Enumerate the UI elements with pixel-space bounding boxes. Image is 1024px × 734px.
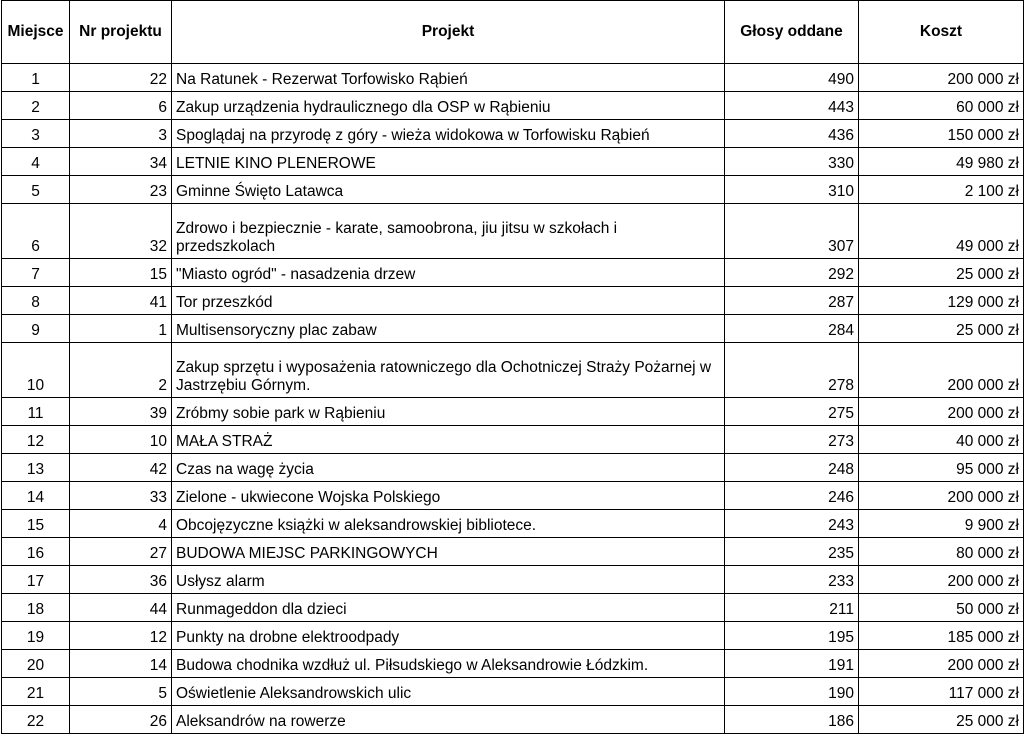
table-body — [2, 64, 1024, 734]
table-row — [2, 259, 1024, 287]
cell-project-name: Runmageddon dla dzieci — [172, 594, 725, 622]
cell-cost: 25 000 zł — [859, 259, 1024, 287]
cell-project-name: Usłysz alarm — [172, 566, 725, 594]
table-row — [2, 426, 1024, 454]
cell-project-name: Zakup sprzętu i wyposażenia ratowniczego dla Ochotniczej Straży Pożarnej w Jastrzębiu Górnym. — [172, 343, 725, 398]
cell-place: 8 — [2, 287, 70, 315]
cell-cost: 2 100 zł — [859, 176, 1024, 204]
cell-votes: 307 — [725, 204, 859, 259]
cell-votes: 443 — [725, 92, 859, 120]
cell-cost: 200 000 zł — [859, 482, 1024, 510]
cell-votes: 246 — [725, 482, 859, 510]
cell-project-number: 27 — [70, 538, 172, 566]
cell-place: 18 — [2, 594, 70, 622]
cell-votes: 235 — [725, 538, 859, 566]
cell-cost: 185 000 zł — [859, 622, 1024, 650]
cell-cost: 40 000 zł — [859, 426, 1024, 454]
cell-place: 12 — [2, 426, 70, 454]
cell-place: 22 — [2, 706, 70, 734]
cell-cost: 117 000 zł — [859, 678, 1024, 706]
cell-project-number: 36 — [70, 566, 172, 594]
cell-place: 11 — [2, 398, 70, 426]
cell-place: 19 — [2, 622, 70, 650]
cell-project-name: MAŁA STRAŻ — [172, 426, 725, 454]
cell-votes: 190 — [725, 678, 859, 706]
header-project-number: Nr projektu — [70, 1, 172, 64]
cell-project-number: 41 — [70, 287, 172, 315]
cell-votes: 273 — [725, 426, 859, 454]
cell-place: 17 — [2, 566, 70, 594]
cell-project-number: 3 — [70, 120, 172, 148]
cell-project-number: 39 — [70, 398, 172, 426]
cell-votes: 284 — [725, 315, 859, 343]
cell-place: 10 — [2, 343, 70, 398]
cell-cost: 129 000 zł — [859, 287, 1024, 315]
cell-project-name: Gminne Święto Latawca — [172, 176, 725, 204]
cell-place: 2 — [2, 92, 70, 120]
table-row — [2, 343, 1024, 398]
table-row — [2, 510, 1024, 538]
cell-votes: 233 — [725, 566, 859, 594]
cell-place: 7 — [2, 259, 70, 287]
cell-votes: 248 — [725, 454, 859, 482]
header-votes: Głosy oddane — [725, 1, 859, 64]
cell-cost: 200 000 zł — [859, 650, 1024, 678]
cell-votes: 186 — [725, 706, 859, 734]
table-row — [2, 120, 1024, 148]
cell-cost: 60 000 zł — [859, 92, 1024, 120]
header-place: Miejsce — [2, 1, 70, 64]
table-row — [2, 538, 1024, 566]
cell-project-number: 26 — [70, 706, 172, 734]
cell-project-name: Zróbmy sobie park w Rąbieniu — [172, 398, 725, 426]
table-header-row — [2, 1, 1024, 64]
table-row — [2, 287, 1024, 315]
cell-cost: 95 000 zł — [859, 454, 1024, 482]
table-row — [2, 315, 1024, 343]
cell-votes: 243 — [725, 510, 859, 538]
cell-project-number: 5 — [70, 678, 172, 706]
cell-project-name: Czas na wagę życia — [172, 454, 725, 482]
table-row — [2, 176, 1024, 204]
cell-cost: 200 000 zł — [859, 398, 1024, 426]
cell-project-name: Zielone - ukwiecone Wojska Polskiego — [172, 482, 725, 510]
cell-votes: 278 — [725, 343, 859, 398]
cell-project-number: 6 — [70, 92, 172, 120]
cell-place: 4 — [2, 148, 70, 176]
table-row — [2, 622, 1024, 650]
table-row — [2, 64, 1024, 92]
table-row — [2, 398, 1024, 426]
table-row — [2, 706, 1024, 734]
table-row — [2, 148, 1024, 176]
cell-project-name: Punkty na drobne elektroodpady — [172, 622, 725, 650]
cell-cost: 25 000 zł — [859, 315, 1024, 343]
cell-project-name: LETNIE KINO PLENEROWE — [172, 148, 725, 176]
header-cost: Koszt — [859, 1, 1024, 64]
table-row — [2, 454, 1024, 482]
cell-project-number: 34 — [70, 148, 172, 176]
cell-votes: 490 — [725, 64, 859, 92]
cell-cost: 9 900 zł — [859, 510, 1024, 538]
cell-place: 9 — [2, 315, 70, 343]
cell-project-number: 42 — [70, 454, 172, 482]
table-row — [2, 650, 1024, 678]
cell-project-number: 1 — [70, 315, 172, 343]
cell-project-name: Na Ratunek - Rezerwat Torfowisko Rąbień — [172, 64, 725, 92]
cell-project-name: Tor przeszkód — [172, 287, 725, 315]
cell-votes: 292 — [725, 259, 859, 287]
cell-project-number: 4 — [70, 510, 172, 538]
cell-project-number: 33 — [70, 482, 172, 510]
cell-project-name: Zakup urządzenia hydraulicznego dla OSP w Rąbieniu — [172, 92, 725, 120]
cell-votes: 330 — [725, 148, 859, 176]
cell-place: 6 — [2, 204, 70, 259]
cell-votes: 211 — [725, 594, 859, 622]
cell-project-number: 23 — [70, 176, 172, 204]
cell-place: 15 — [2, 510, 70, 538]
cell-cost: 200 000 zł — [859, 64, 1024, 92]
cell-project-name: Obcojęzyczne książki w aleksandrowskiej bibliotece. — [172, 510, 725, 538]
cell-project-number: 12 — [70, 622, 172, 650]
cell-cost: 200 000 zł — [859, 566, 1024, 594]
cell-place: 16 — [2, 538, 70, 566]
table-row — [2, 482, 1024, 510]
cell-cost: 49 980 zł — [859, 148, 1024, 176]
cell-cost: 50 000 zł — [859, 594, 1024, 622]
cell-project-number: 22 — [70, 64, 172, 92]
cell-cost: 49 000 zł — [859, 204, 1024, 259]
cell-place: 21 — [2, 678, 70, 706]
cell-place: 5 — [2, 176, 70, 204]
cell-project-number: 2 — [70, 343, 172, 398]
cell-place: 1 — [2, 64, 70, 92]
cell-votes: 310 — [725, 176, 859, 204]
cell-project-name: Multisensoryczny plac zabaw — [172, 315, 725, 343]
cell-place: 3 — [2, 120, 70, 148]
table-row — [2, 92, 1024, 120]
cell-project-name: Aleksandrów na rowerze — [172, 706, 725, 734]
cell-project-number: 10 — [70, 426, 172, 454]
cell-project-name: BUDOWA MIEJSC PARKINGOWYCH — [172, 538, 725, 566]
cell-votes: 436 — [725, 120, 859, 148]
table-row — [2, 566, 1024, 594]
cell-cost: 150 000 zł — [859, 120, 1024, 148]
cell-project-name: "Miasto ogród" - nasadzenia drzew — [172, 259, 725, 287]
cell-cost: 80 000 zł — [859, 538, 1024, 566]
cell-project-number: 44 — [70, 594, 172, 622]
table-row — [2, 678, 1024, 706]
cell-project-name: Zdrowo i bezpiecznie - karate, samoobrona, jiu jitsu w szkołach i przedszkolach — [172, 204, 725, 259]
cell-cost: 200 000 zł — [859, 343, 1024, 398]
cell-votes: 287 — [725, 287, 859, 315]
cell-project-name: Oświetlenie Aleksandrowskich ulic — [172, 678, 725, 706]
cell-project-name: Spoglądaj na przyrodę z góry - wieża widokowa w Torfowisku Rąbień — [172, 120, 725, 148]
cell-project-number: 32 — [70, 204, 172, 259]
cell-project-number: 15 — [70, 259, 172, 287]
table-row — [2, 204, 1024, 259]
cell-cost: 25 000 zł — [859, 706, 1024, 734]
cell-place: 20 — [2, 650, 70, 678]
cell-project-name: Budowa chodnika wzdłuż ul. Piłsudskiego w Aleksandrowie Łódzkim. — [172, 650, 725, 678]
cell-votes: 195 — [725, 622, 859, 650]
cell-votes: 275 — [725, 398, 859, 426]
results-table — [1, 0, 1024, 734]
cell-project-number: 14 — [70, 650, 172, 678]
table-row — [2, 594, 1024, 622]
header-project: Projekt — [172, 1, 725, 64]
cell-votes: 191 — [725, 650, 859, 678]
cell-place: 14 — [2, 482, 70, 510]
cell-place: 13 — [2, 454, 70, 482]
